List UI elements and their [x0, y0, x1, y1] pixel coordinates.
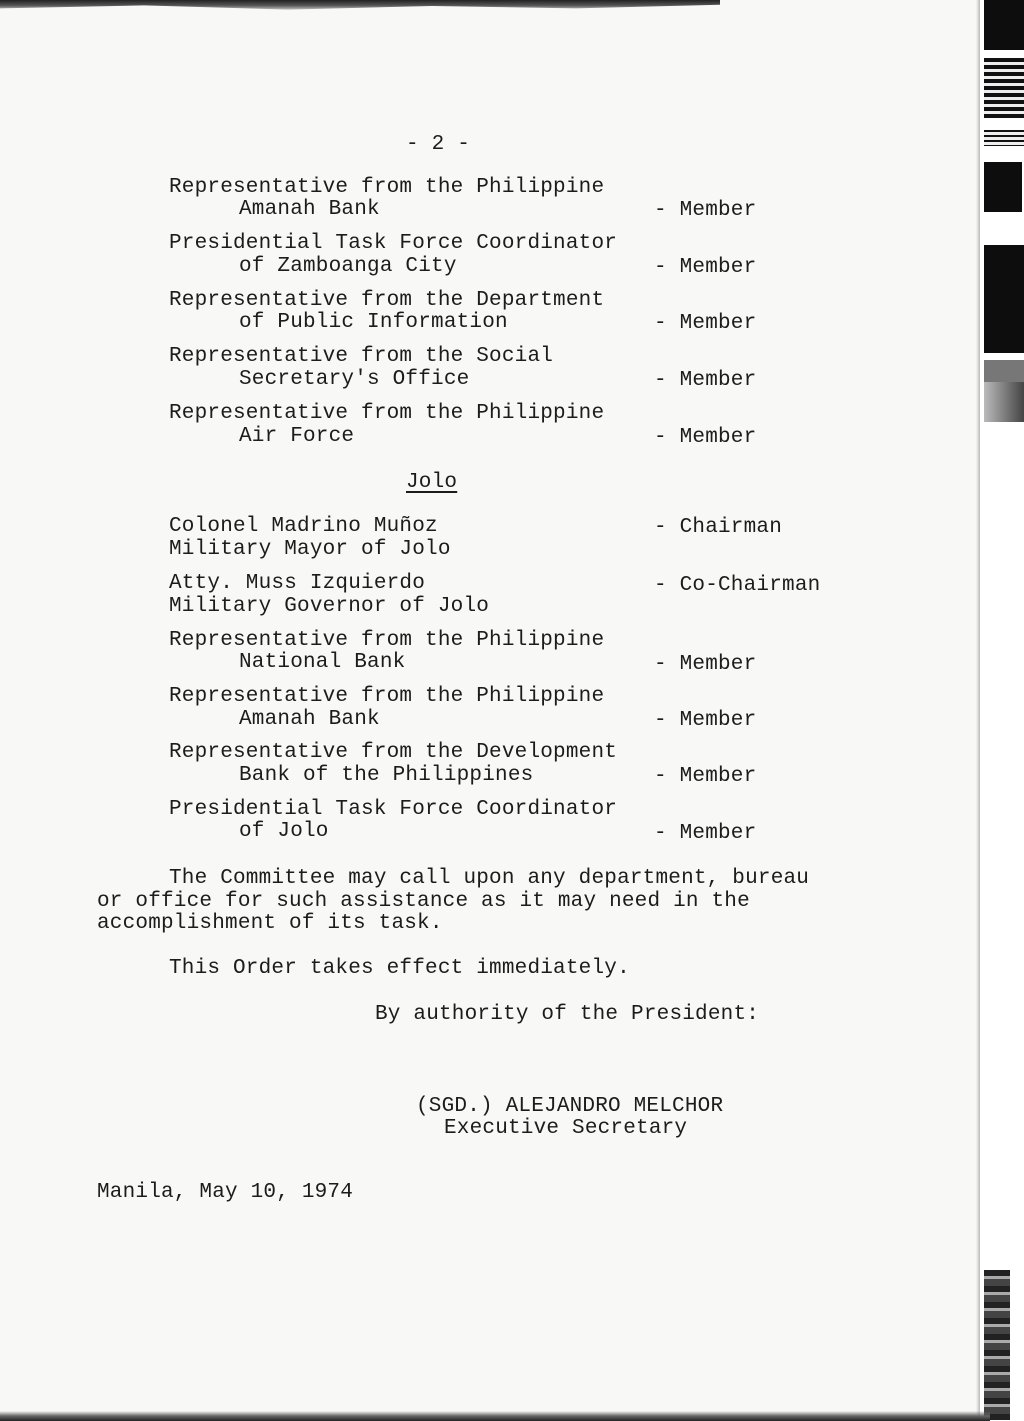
member-role: - Member	[654, 256, 757, 279]
place-date: Manila, May 10, 1974	[97, 1181, 354, 1204]
signatory-name: (SGD.) ALEJANDRO MELCHOR	[416, 1095, 724, 1118]
member-line-2: of Zamboanga City	[239, 255, 457, 278]
member-line-1: Presidential Task Force Coordinator	[169, 798, 618, 821]
scan-bottom-edge	[0, 1411, 990, 1421]
member-line-2: of Public Information	[239, 311, 508, 334]
member-line-2: Secretary's Office	[239, 368, 470, 391]
member-line-1: Representative from the Department	[169, 289, 605, 312]
officer-title: Military Governor of Jolo	[169, 595, 490, 618]
member-role: - Member	[654, 653, 757, 676]
paragraph-line: The Committee may call upon any department, bureau	[169, 867, 810, 890]
authority-line: By authority of the President:	[375, 1003, 760, 1026]
member-line-2: of Jolo	[239, 820, 329, 843]
scan-top-edge	[0, 0, 720, 12]
member-line-1: Representative from the Philippine	[169, 685, 605, 708]
section-heading: Jolo	[406, 471, 458, 494]
member-role: - Member	[654, 765, 757, 788]
paragraph-line: accomplishment of its task.	[97, 912, 443, 935]
paragraph-line: or office for such assistance as it may need in the	[97, 890, 750, 913]
scan-artifact	[984, 382, 1024, 422]
member-line-1: Representative from the Philippine	[169, 629, 605, 652]
scan-artifact	[984, 360, 1024, 382]
member-line-2: Bank of the Philippines	[239, 764, 534, 787]
scan-artifact	[984, 162, 1022, 212]
officer-name: Atty. Muss Izquierdo	[169, 572, 426, 595]
officer-role: - Co-Chairman	[654, 574, 821, 597]
scan-artifact	[984, 245, 1024, 353]
officer-name: Colonel Madrino Muñoz	[169, 515, 438, 538]
member-role: - Member	[654, 709, 757, 732]
member-role: - Member	[654, 312, 757, 335]
member-role: - Member	[654, 199, 757, 222]
paragraph-effect: This Order takes effect immediately.	[169, 957, 630, 980]
scan-artifact	[984, 0, 1024, 50]
member-line-2: Amanah Bank	[239, 198, 380, 221]
member-role: - Member	[654, 426, 757, 449]
scan-artifact	[984, 58, 1024, 118]
officer-role: - Chairman	[654, 516, 783, 539]
officer-title: Military Mayor of Jolo	[169, 538, 451, 561]
member-role: - Member	[654, 369, 757, 392]
member-line-2: Amanah Bank	[239, 708, 380, 731]
member-line-1: Representative from the Development	[169, 741, 618, 764]
scan-right-strip	[980, 0, 1024, 1421]
scan-artifact	[984, 1270, 1010, 1420]
member-line-1: Representative from the Philippine	[169, 176, 605, 199]
member-line-1: Representative from the Philippine	[169, 402, 605, 425]
member-role: - Member	[654, 822, 757, 845]
page-number: - 2 -	[406, 133, 471, 156]
member-line-1: Representative from the Social	[169, 345, 554, 368]
signatory-title: Executive Secretary	[444, 1117, 688, 1140]
member-line-2: National Bank	[239, 651, 406, 674]
member-line-1: Presidential Task Force Coordinator	[169, 232, 618, 255]
member-line-2: Air Force	[239, 425, 355, 448]
scan-artifact	[984, 130, 1024, 146]
